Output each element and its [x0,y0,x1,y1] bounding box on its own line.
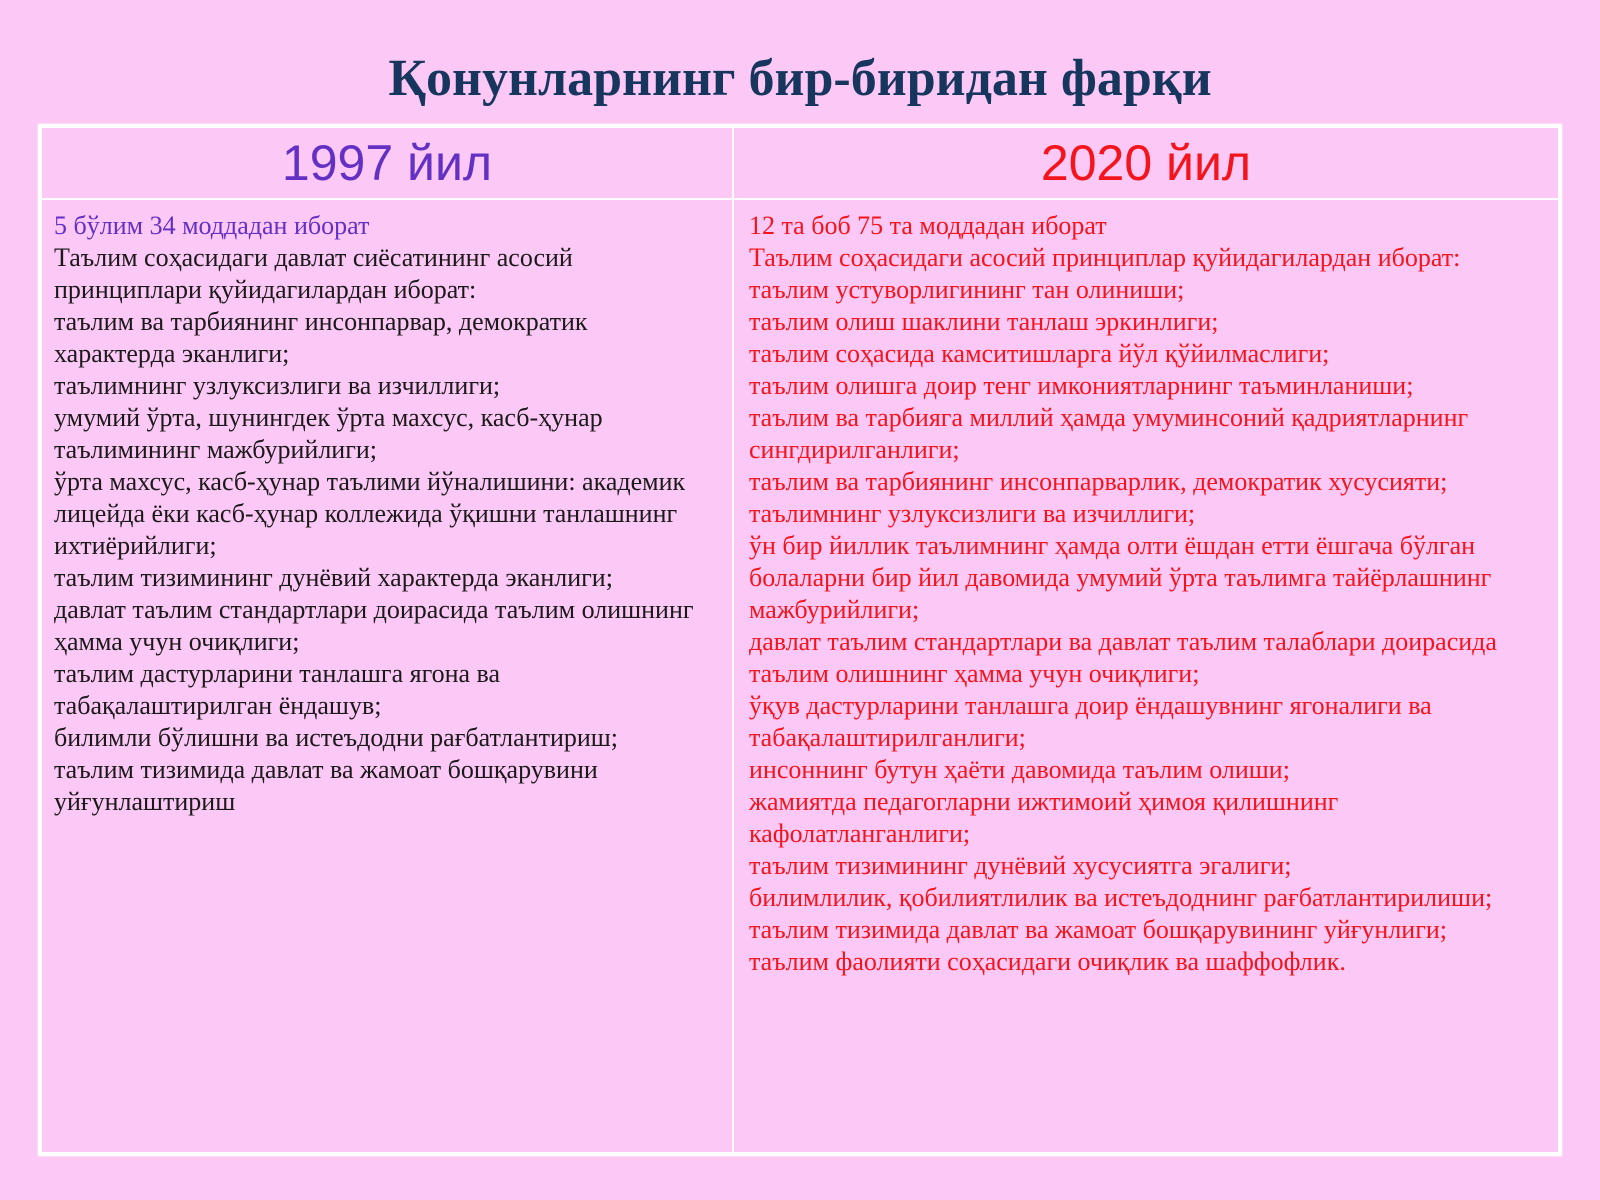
principle-item: таълим тизимининг дунёвий характерда эканлиги; [54,563,613,592]
year-header-2020: 2020 йил [1040,135,1252,191]
principle-item: ўрта махсус, касб-ҳунар таълими йўналишини: академик лицейда ёки касб-ҳунар коллежида ўқишни танлашнинг ихтиёрийлиги; [54,467,686,560]
principle-item: таълим ва тарбиянинг инсонпарвар, демократик характерда эканлиги; [54,307,588,368]
principles-intro-2020: Таълим соҳасидаги асосий принциплар қуйидагилардан иборат: [749,243,1461,272]
principle-item: таълимнинг узлуксизлиги ва изчиллиги; [749,499,1196,528]
principle-item: таълим дастурларини танлашга ягона ва табақалаштирилган ёндашув; [54,659,501,720]
column-2020-body [749,210,1497,978]
header-divider [42,198,1558,200]
principle-item: давлат таълим стандартлари доирасида таълим олишнинг ҳамма учун очиқлиги; [54,595,694,656]
principle-item: таълим ва тарбиянинг инсонпарварлик, демократик хусусияти; [749,467,1448,496]
column-1997-body [54,210,694,818]
principle-item: таълим фаолияти соҳасидаги очиқлик ва шаффофлик. [749,947,1346,976]
principle-item: таълимнинг узлуксизлиги ва изчиллиги; [54,371,501,400]
principle-item: таълим ва тарбияга миллий ҳамда умуминсоний қадриятларнинг сингдирилганлиги; [749,403,1469,464]
principle-item: таълим тизимининг дунёвий хусусиятга эгалиги; [749,851,1292,880]
principle-item: ўн бир йиллик таълимнинг ҳамда олти ёшдан етти ёшгача бўлган болаларни бир йил давомида умумий ўрта таълимга тайёрлашнинг мажбурийлиги; [749,531,1492,624]
section-summary-1997: 5 бўлим 34 моддадан иборат [54,211,370,240]
principle-item: таълим устуворлигининг тан олиниши; [749,275,1185,304]
principle-item: инсоннинг бутун ҳаёти давомида таълим олиши; [749,755,1290,784]
principle-item: билимли бўлишни ва истеъдодни рағбатлантириш; [54,723,619,752]
principle-item: таълим олиш шаклини танлаш эркинлиги; [749,307,1219,336]
principle-item: жамиятда педагогларни ижтимоий ҳимоя қилишнинг кафолатланганлиги; [749,787,1339,848]
comparison-table [38,124,1562,1156]
principle-item: таълим тизимида давлат ва жамоат бошқарувининг уйғунлиги; [749,915,1448,944]
principle-item: давлат таълим стандартлари ва давлат таълим талаблари доирасида таълим олишнинг ҳамма учун очиқлиги; [749,627,1497,688]
principle-item: ўқув дастурларини танлашга доир ёндашувнинг ягоналиги ва табақалаштирилганлиги; [749,691,1432,752]
section-summary-2020: 12 та боб 75 та моддадан иборат [749,211,1107,240]
slide-title: Қонунларнинг бир-биридан фарқи [388,50,1212,107]
principle-item: таълим олишга доир тенг имкониятларнинг таъминланиши; [749,371,1414,400]
year-header-1997: 1997 йил [281,135,493,191]
principle-item: билимлилик, қобилиятлилик ва истеъдоднинг рағбатлантирилиши; [749,883,1493,912]
principle-item: умумий ўрта, шунингдек ўрта махсус, касб-ҳунар таълимининг мажбурийлиги; [54,403,603,464]
principle-item: таълим тизимида давлат ва жамоат бошқарувини уйғунлаштириш [54,755,598,816]
column-divider [732,128,734,1152]
principle-item: таълим соҳасида камситишларга йўл қўйилмаслиги; [749,339,1330,368]
principles-intro-1997: Таълим соҳасидаги давлат сиёсатининг асосий принциплари қуйидагилардан иборат: [54,243,573,304]
